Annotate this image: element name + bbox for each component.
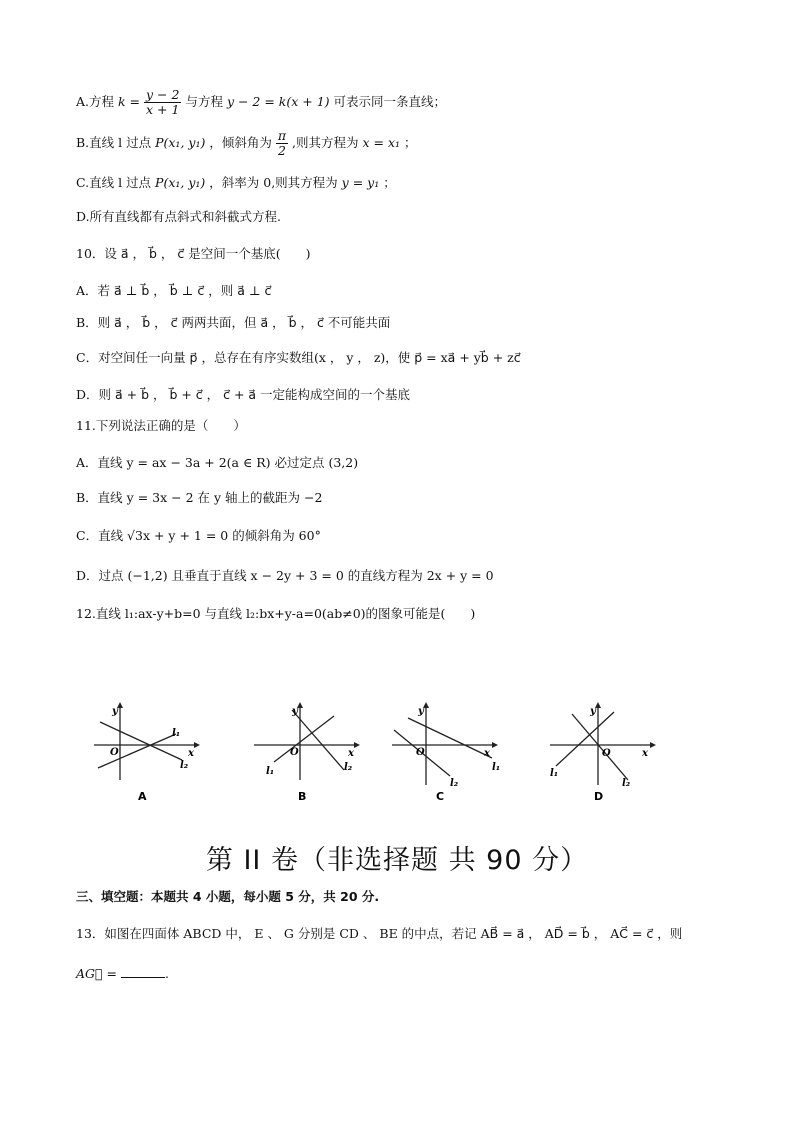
l2-label: l₂ <box>622 778 631 789</box>
q13-answer-suffix: . <box>164 966 169 981</box>
l2-label: l₂ <box>180 760 189 771</box>
q9-a-math2: y − 2 = k(x + 1) <box>226 94 330 109</box>
x-axis-arrow <box>492 742 498 748</box>
q13-answer-line <box>76 966 169 982</box>
q9-b-eq: x = x₁ <box>362 135 401 150</box>
l1-label: l₁ <box>266 766 275 777</box>
figure-a-graph <box>90 700 210 810</box>
x-label: x <box>642 748 648 759</box>
figure-label: C <box>436 790 445 803</box>
q12-figures <box>90 700 670 810</box>
y-label: y <box>292 706 298 717</box>
section-3-heading: 三、填空题：本题共 4 小题，每小题 5 分，共 20 分. <box>76 889 380 904</box>
part-2-title: 第 II 卷（非选择题 共 90 分） <box>205 845 589 876</box>
q9-option-d: D.所有直线都有点斜式和斜截式方程. <box>76 209 282 224</box>
q9-b-mid2: ,则其方程为 <box>292 135 359 150</box>
q11-option-b: B．直线 y = 3x − 2 在 y 轴上的截距为 −2 <box>76 490 323 505</box>
x-label: x <box>484 748 490 759</box>
q11-option-d: D．过点 (−1,2) 且垂直于直线 x − 2y + 3 = 0 的直线方程为 2x + y = 0 <box>76 568 494 583</box>
figure-label: B <box>298 790 307 803</box>
q10-option-b: B．则 a⃗ ， b⃗ ， c⃗ 两两共面，但 a⃗ ， b⃗ ， c⃗ 不可能共面 <box>76 315 391 330</box>
origin-label: O <box>110 747 119 758</box>
q9-b-fraction <box>276 129 288 158</box>
figure-c-graph <box>388 700 508 810</box>
q10-option-a: A．若 a⃗ ⊥ b⃗ ， b⃗ ⊥ c⃗ ，则 a⃗ ⊥ c⃗ <box>76 283 272 298</box>
q11-option-a: A．直线 y = ax − 3a + 2(a ∈ R) 必过定点 (3,2) <box>76 455 359 470</box>
q13-answer-blank[interactable] <box>121 967 165 978</box>
l1-label: l₁ <box>492 762 501 773</box>
y-label: y <box>590 706 596 717</box>
x-axis-arrow <box>354 742 360 748</box>
y-axis-arrow <box>423 702 429 708</box>
q13-stem: 13．如图在四面体 ABCD 中， E 、 G 分别是 CD 、 BE 的中点，若记 AB⃗ = a⃗ ， AD⃗ = b⃗ ， AC⃗ = c⃗ ，则 <box>76 926 683 941</box>
origin-label: O <box>416 747 425 758</box>
q9-b-suffix: ； <box>404 135 417 150</box>
x-label: x <box>348 748 354 759</box>
q11-stem: 11.下列说法正确的是（ ） <box>76 418 246 433</box>
q9-c-mid: ，斜率为 0,则其方程为 <box>209 175 338 190</box>
q9-a-math1: k = <box>118 94 141 109</box>
q9-option-b <box>76 129 417 158</box>
l1-label: l₁ <box>550 768 559 779</box>
q9-option-c <box>76 175 396 191</box>
q9-c-eq: y = y₁ <box>341 175 380 190</box>
l2-label: l₂ <box>450 778 459 789</box>
q9-b-point: P(x₁, y₁) <box>155 135 206 150</box>
q9-a-prefix: A.方程 <box>76 94 115 109</box>
x-axis-arrow <box>650 742 656 748</box>
q9-a-mid: 与方程 <box>185 94 223 109</box>
line-l2 <box>572 714 628 780</box>
figure-label: A <box>138 790 147 803</box>
q11-option-c: C．直线 √3x + y + 1 = 0 的倾斜角为 60° <box>76 528 321 543</box>
q12-figure-d <box>546 700 666 810</box>
figure-label: D <box>594 790 604 803</box>
q9-b-mid: ，倾斜角为 <box>209 135 272 150</box>
q9-option-a <box>76 88 446 117</box>
figure-d-graph <box>546 700 666 810</box>
q9-c-point: P(x₁, y₁) <box>155 175 206 190</box>
origin-label: O <box>290 747 299 758</box>
q12-figure-b <box>250 700 370 810</box>
q9-c-prefix: C.直线 l 过点 <box>76 175 152 190</box>
y-axis-arrow <box>117 702 123 708</box>
y-axis-arrow <box>595 702 601 708</box>
y-axis-arrow <box>297 702 303 708</box>
q9-b-frac-den: 2 <box>277 143 286 158</box>
y-label: y <box>418 706 424 717</box>
x-axis-arrow <box>194 742 200 748</box>
y-label: y <box>112 706 118 717</box>
q10-option-c: C．对空间任一向量 p⃗ ，总存在有序实数组(x ， y ， z)，使 p⃗ = xa⃗ + yb⃗ + zc⃗ <box>76 350 521 365</box>
q10-stem: 10．设 a⃗ ， b⃗ ， c⃗ 是空间一个基底( ) <box>76 246 311 261</box>
q9-a-fraction <box>144 88 181 117</box>
q12-figure-a <box>90 700 210 810</box>
origin-label: O <box>602 748 611 759</box>
q10-option-d: D．则 a⃗ + b⃗ ， b⃗ + c⃗ ， c⃗ + a⃗ 一定能构成空间的一个基底 <box>76 387 411 402</box>
q9-a-suffix: 可表示同一条直线； <box>333 94 447 109</box>
l2-label: l₂ <box>344 762 353 773</box>
q12-stem: 12.直线 l₁:ax-y+b=0 与直线 l₂:bx+y-a=0(ab≠0)的图象可能是( ) <box>76 606 476 621</box>
x-label: x <box>188 748 194 759</box>
q13-answer-prefix: AG⃗ = <box>76 966 117 981</box>
q9-a-frac-num: y − 2 <box>146 87 180 102</box>
q12-figure-c <box>388 700 508 810</box>
q9-b-frac-num: π <box>277 128 287 143</box>
q9-a-frac-den: x + 1 <box>146 102 180 117</box>
q9-c-suffix: ； <box>383 175 396 190</box>
figure-b-graph <box>250 700 370 810</box>
l1-label: l₁ <box>172 728 181 739</box>
q9-b-prefix: B.直线 l 过点 <box>76 135 152 150</box>
